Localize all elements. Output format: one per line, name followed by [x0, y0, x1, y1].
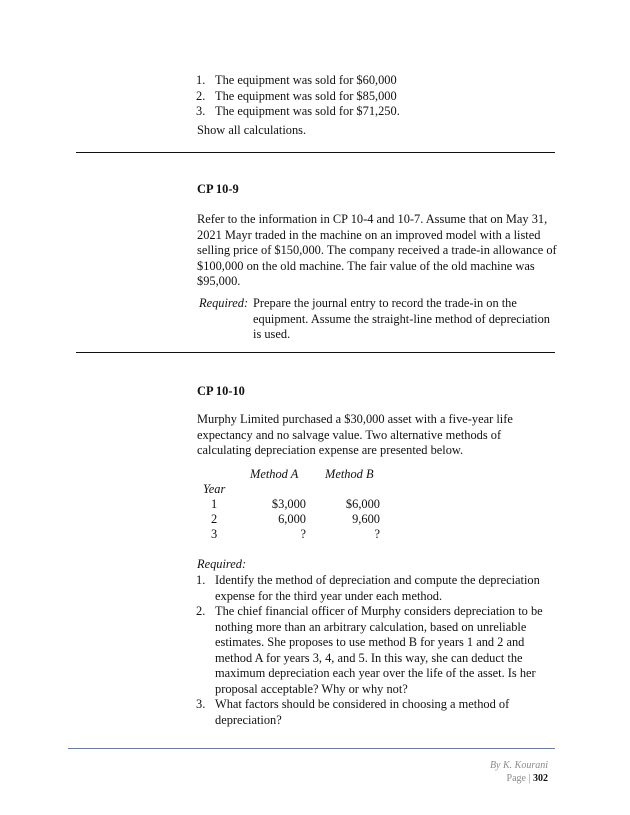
list-text: The equipment was sold for $71,250.	[215, 104, 400, 118]
method-b-cell: $6,000	[345, 497, 380, 511]
list-text: The equipment was sold for $60,000	[215, 73, 397, 87]
cp-10-10-required-label: Required:	[197, 557, 247, 571]
page-number: 302	[533, 773, 548, 784]
list-item	[196, 73, 556, 89]
method-a-cell: ?	[300, 527, 306, 541]
section-divider	[76, 352, 555, 353]
show-calculations-text: Show all calculations.	[197, 123, 307, 137]
list-number: 3.	[196, 104, 206, 118]
year-cell: 3	[211, 527, 218, 541]
method-b-cell: 9,600	[352, 512, 380, 526]
cp-10-9-heading: CP 10-9	[197, 182, 239, 196]
section-divider	[76, 152, 555, 153]
list-text: Identify the method of depreciation and compute the depreciation expense for the third year under each method.	[215, 573, 540, 603]
list-number: 1.	[196, 73, 206, 87]
list-number: 1.	[196, 573, 206, 587]
list-item	[196, 89, 556, 105]
footer-page	[507, 773, 548, 784]
list-item	[196, 697, 561, 728]
cp-10-9-required	[199, 296, 559, 341]
method-a-header: Method A	[250, 467, 299, 481]
required-label: Required:	[199, 296, 249, 310]
cp-10-10-paragraph: Murphy Limited purchased a $30,000 asset with a five-year life expectancy and no salvage value. Two alternative methods of calculating depreciation expense are presented below.	[197, 412, 513, 457]
footer-divider	[68, 748, 555, 749]
cp-10-9-paragraph: Refer to the information in CP 10-4 and 10-7. Assume that on May 31, 2021 Mayr traded in the machine on an improved model with a listed selling price of $150,000. The company received a trade-in allowance of $100,000 on the old machine. The fair value of the old machine was $95,000.	[197, 212, 557, 288]
required-text: Prepare the journal entry to record the trade-in on the equipment. Assume the straight-line method of depreciation is used.	[253, 296, 550, 341]
intro-list	[196, 73, 556, 120]
cp-10-10-required-list	[196, 573, 561, 728]
footer-author: By K. Kourani	[489, 760, 548, 771]
method-b-header: Method B	[325, 467, 374, 481]
list-number: 2.	[196, 604, 206, 618]
page-label: Page |	[506, 773, 531, 784]
year-label: Year	[203, 482, 226, 496]
method-b-cell: ?	[374, 527, 380, 541]
list-item	[196, 573, 561, 604]
method-a-cell: 6,000	[278, 512, 306, 526]
list-item	[196, 604, 561, 697]
list-number: 2.	[196, 88, 206, 103]
year-cell: 2	[211, 512, 218, 526]
method-a-cell: $3,000	[271, 497, 306, 511]
list-text: What factors should be considered in choosing a method of depreciation?	[215, 697, 510, 727]
cp-10-10-heading: CP 10-10	[197, 384, 245, 398]
list-item	[196, 104, 556, 120]
list-number: 3.	[196, 697, 206, 711]
list-text: The equipment was sold for $85,000	[215, 88, 397, 103]
year-cell: 1	[211, 497, 218, 511]
list-text: The chief financial officer of Murphy considers depreciation to be nothing more than an arbitrary calculation, based on unreliable estimates. She proposes to use method B for years 1 and 2 and method A for years 3, 4, and 5. In this way, she can deduct the maximum depreciation each year over the life of the asset. Is her proposal acceptable? Why or why not?	[215, 604, 543, 696]
